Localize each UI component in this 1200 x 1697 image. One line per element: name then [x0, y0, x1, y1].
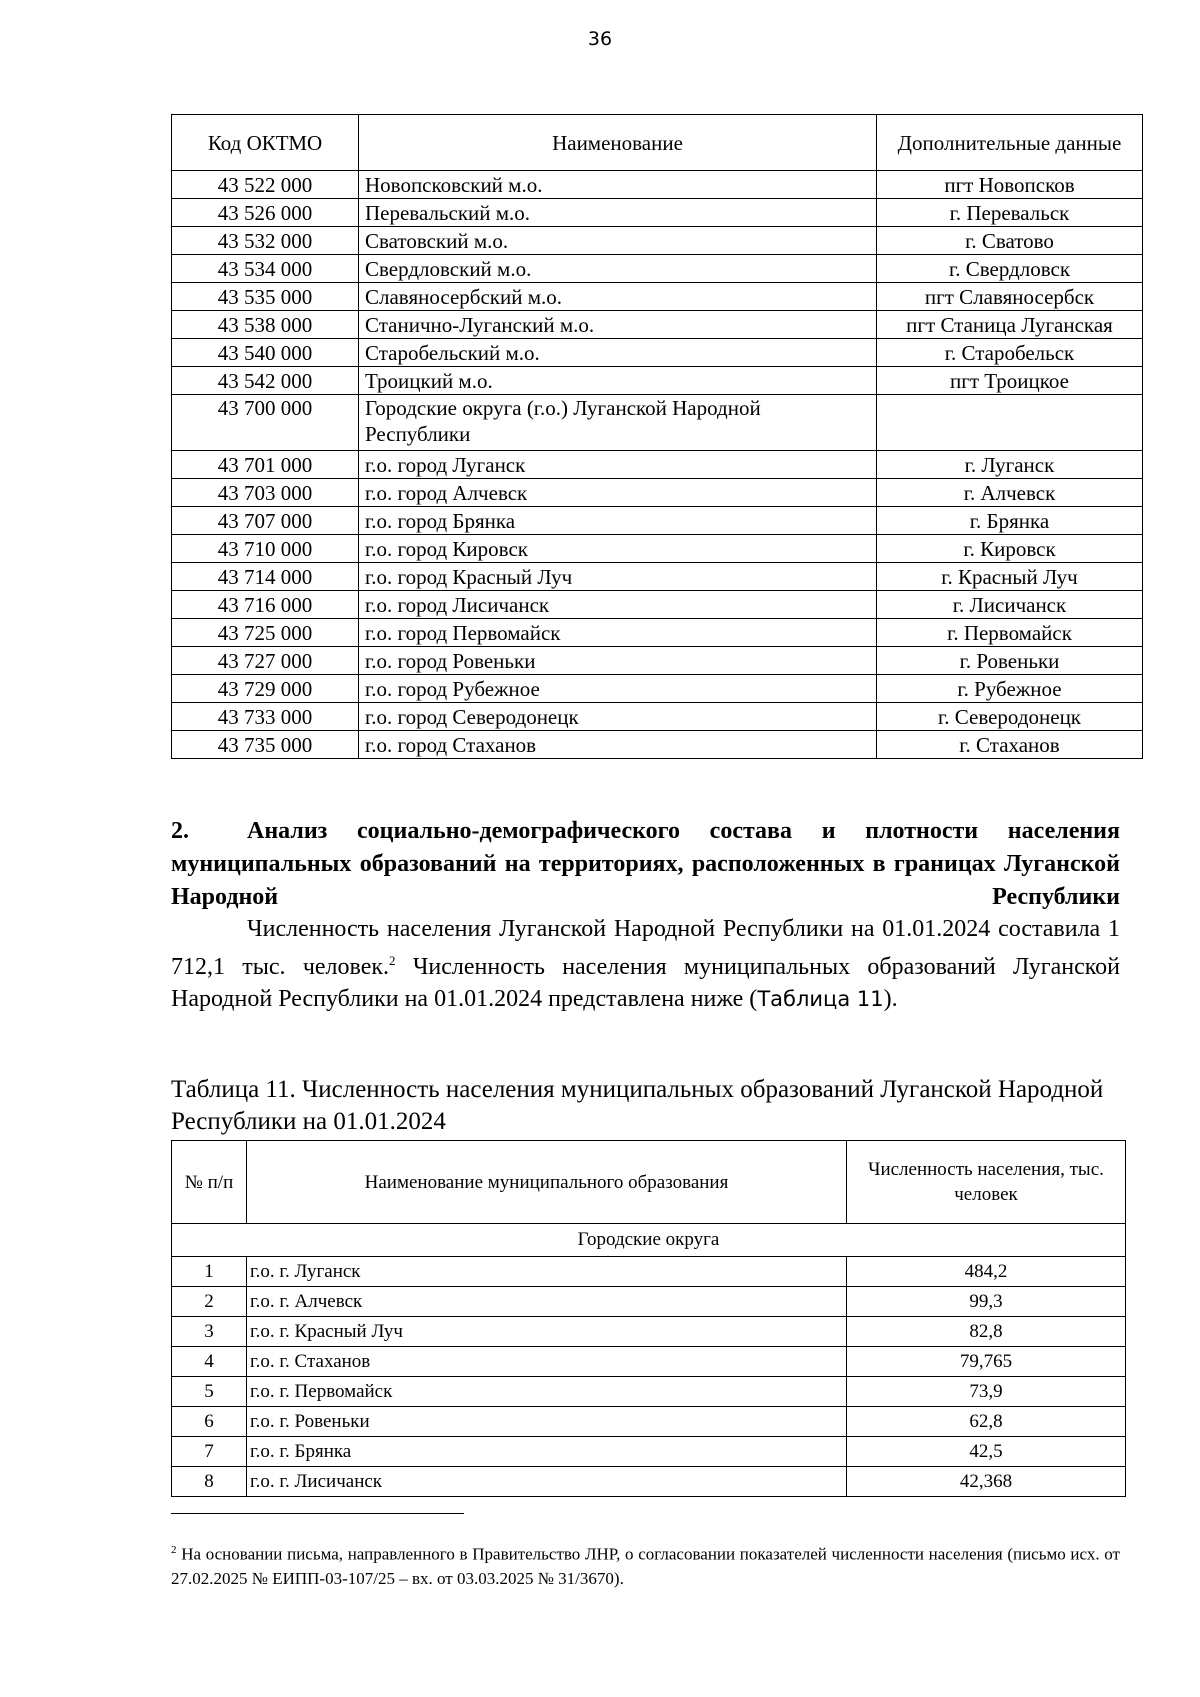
oktmo-header-extra: Дополнительные данные [877, 115, 1143, 171]
pop-value: 99,3 [847, 1287, 1126, 1317]
paragraph-text-2: Численность населения муниципальных образований Луганской Народной Республики на 01.01.2024 представлена ниже ( [171, 954, 1120, 1012]
table-row [172, 255, 1143, 283]
oktmo-name: г.о. город Северодонецк [359, 703, 877, 731]
oktmo-code: 43 727 000 [172, 647, 359, 675]
oktmo-name: г.о. город Алчевск [359, 479, 877, 507]
table-row [172, 619, 1143, 647]
oktmo-code: 43 542 000 [172, 367, 359, 395]
table-row [172, 311, 1143, 339]
oktmo-name: г.о. город Брянка [359, 507, 877, 535]
table-row [172, 1347, 1126, 1377]
pop-value: 82,8 [847, 1317, 1126, 1347]
footnote [171, 1538, 1120, 1591]
oktmo-code: 43 735 000 [172, 731, 359, 759]
oktmo-header-row [172, 115, 1143, 171]
pop-num: 4 [172, 1347, 247, 1377]
oktmo-extra: г. Алчевск [877, 479, 1143, 507]
table-row [172, 1257, 1126, 1287]
table-row [172, 563, 1143, 591]
oktmo-name: г.о. город Лисичанск [359, 591, 877, 619]
pop-name: г.о. г. Красный Луч [247, 1317, 847, 1347]
pop-value: 42,368 [847, 1467, 1126, 1497]
pop-name: г.о. г. Брянка [247, 1437, 847, 1467]
table-reference-link[interactable]: Таблица 11 [757, 987, 884, 1011]
oktmo-name: Старобельский м.о. [359, 339, 877, 367]
oktmo-name: Сватовский м.о. [359, 227, 877, 255]
group-label: Городские округа [172, 1224, 1126, 1257]
oktmo-name: г.о. город Кировск [359, 535, 877, 563]
table-row [172, 451, 1143, 479]
oktmo-name: г.о. город Стаханов [359, 731, 877, 759]
footnote-marker: 2 [171, 1544, 177, 1556]
pop-num: 6 [172, 1407, 247, 1437]
oktmo-code: 43 532 000 [172, 227, 359, 255]
table-caption: Таблица 11. Численность населения муниципальных образований Луганской Народной Республики на 01.01.2024 [171, 1076, 1104, 1135]
footnote-text: На основании письма, направленного в Правительство ЛНР, о согласовании показателей численности населения (письмо исх. от 27.02.2025 № ЕИПП-03-107/25 – вх. от 03.03.2025 № 31/3670). [171, 1544, 1120, 1588]
oktmo-name: Перевальский м.о. [359, 199, 877, 227]
pop-num: 8 [172, 1467, 247, 1497]
table-row [172, 479, 1143, 507]
oktmo-extra [877, 395, 1143, 451]
table-row [172, 507, 1143, 535]
table-row [172, 1317, 1126, 1347]
oktmo-header-code: Код ОКТМО [172, 115, 359, 171]
pop-num: 2 [172, 1287, 247, 1317]
oktmo-extra: г. Северодонецк [877, 703, 1143, 731]
pop-name: г.о. г. Алчевск [247, 1287, 847, 1317]
pop-header-name: Наименование муниципального образования [247, 1141, 847, 1224]
section-number: 2. [171, 818, 189, 844]
oktmo-name: Станично-Луганский м.о. [359, 311, 877, 339]
oktmo-name: Новопсковский м.о. [359, 171, 877, 199]
oktmo-code: 43 710 000 [172, 535, 359, 563]
table-row [172, 283, 1143, 311]
paragraph-text-1: Численность населения Луганской Народной Республики на 01.01.2024 составила 1 712,1 тыс. человек. [171, 916, 1120, 980]
table-row [172, 339, 1143, 367]
pop-value: 484,2 [847, 1257, 1126, 1287]
table-row [172, 535, 1143, 563]
oktmo-name: Славяносербский м.о. [359, 283, 877, 311]
section-title: Анализ социально-демографического состава и плотности населения муниципальных образований на территориях, расположенных в границах Луганской Народной Республики [171, 818, 1120, 910]
table-row [172, 1377, 1126, 1407]
table-row [172, 675, 1143, 703]
pop-num: 5 [172, 1377, 247, 1407]
table-row [172, 703, 1143, 731]
table-row [172, 367, 1143, 395]
pop-num: 3 [172, 1317, 247, 1347]
oktmo-name: Троицкий м.о. [359, 367, 877, 395]
oktmo-extra: пгт Новопсков [877, 171, 1143, 199]
pop-header-population: Численность населения, тыс. человек [847, 1141, 1126, 1224]
oktmo-code: 43 700 000 [172, 395, 359, 451]
oktmo-code: 43 534 000 [172, 255, 359, 283]
oktmo-extra: г. Кировск [877, 535, 1143, 563]
population-table [171, 1140, 1126, 1497]
table-row [172, 1287, 1126, 1317]
oktmo-name: г.о. город Красный Луч [359, 563, 877, 591]
oktmo-name: г.о. город Ровеньки [359, 647, 877, 675]
oktmo-extra: пгт Станица Луганская [877, 311, 1143, 339]
page-number: 36 [587, 28, 613, 50]
oktmo-name: г.о. город Первомайск [359, 619, 877, 647]
pop-name: г.о. г. Ровеньки [247, 1407, 847, 1437]
section-paragraph [171, 913, 1120, 1015]
pop-name: г.о. г. Стаханов [247, 1347, 847, 1377]
oktmo-extra: пгт Троицкое [877, 367, 1143, 395]
oktmo-extra: г. Старобельск [877, 339, 1143, 367]
footnote-ref: 2 [389, 953, 396, 968]
oktmo-code: 43 725 000 [172, 619, 359, 647]
oktmo-table [171, 114, 1143, 759]
oktmo-code: 43 729 000 [172, 675, 359, 703]
pop-name: г.о. г. Луганск [247, 1257, 847, 1287]
oktmo-extra: г. Красный Луч [877, 563, 1143, 591]
footnote-divider [171, 1513, 464, 1514]
oktmo-extra: г. Брянка [877, 507, 1143, 535]
oktmo-code: 43 540 000 [172, 339, 359, 367]
oktmo-code: 43 526 000 [172, 199, 359, 227]
table-row [172, 647, 1143, 675]
table-row [172, 731, 1143, 759]
oktmo-code: 43 733 000 [172, 703, 359, 731]
table-row [172, 395, 1143, 451]
pop-num: 7 [172, 1437, 247, 1467]
group-row [172, 1224, 1126, 1257]
oktmo-extra: пгт Славяносербск [877, 283, 1143, 311]
oktmo-code: 43 535 000 [172, 283, 359, 311]
pop-header-num: № п/п [172, 1141, 247, 1224]
oktmo-code: 43 522 000 [172, 171, 359, 199]
oktmo-name: Свердловский м.о. [359, 255, 877, 283]
table-row [172, 227, 1143, 255]
oktmo-code: 43 538 000 [172, 311, 359, 339]
oktmo-code: 43 714 000 [172, 563, 359, 591]
pop-num: 1 [172, 1257, 247, 1287]
table-row [172, 199, 1143, 227]
oktmo-header-name: Наименование [359, 115, 877, 171]
oktmo-name: г.о. город Рубежное [359, 675, 877, 703]
table-row [172, 591, 1143, 619]
pop-value: 62,8 [847, 1407, 1126, 1437]
oktmo-extra: г. Рубежное [877, 675, 1143, 703]
section-heading [171, 815, 1120, 914]
oktmo-code: 43 707 000 [172, 507, 359, 535]
table-row [172, 171, 1143, 199]
table-row [172, 1437, 1126, 1467]
oktmo-extra: г. Лисичанск [877, 591, 1143, 619]
oktmo-code: 43 703 000 [172, 479, 359, 507]
oktmo-extra: г. Стаханов [877, 731, 1143, 759]
oktmo-extra: г. Луганск [877, 451, 1143, 479]
oktmo-extra: г. Сватово [877, 227, 1143, 255]
oktmo-code: 43 716 000 [172, 591, 359, 619]
pop-name: г.о. г. Лисичанск [247, 1467, 847, 1497]
oktmo-extra: г. Свердловск [877, 255, 1143, 283]
pop-value: 42,5 [847, 1437, 1126, 1467]
oktmo-extra: г. Ровеньки [877, 647, 1143, 675]
oktmo-name: Городские округа (г.о.) Луганской Народной Республики [359, 395, 877, 451]
table-row [172, 1467, 1126, 1497]
pop-name: г.о. г. Первомайск [247, 1377, 847, 1407]
pop-value: 73,9 [847, 1377, 1126, 1407]
oktmo-code: 43 701 000 [172, 451, 359, 479]
oktmo-name: г.о. город Луганск [359, 451, 877, 479]
table-row [172, 1407, 1126, 1437]
oktmo-extra: г. Перевальск [877, 199, 1143, 227]
pop-value: 79,765 [847, 1347, 1126, 1377]
oktmo-extra: г. Первомайск [877, 619, 1143, 647]
paragraph-text-end: ). [883, 986, 898, 1012]
pop-header-row [172, 1141, 1126, 1224]
